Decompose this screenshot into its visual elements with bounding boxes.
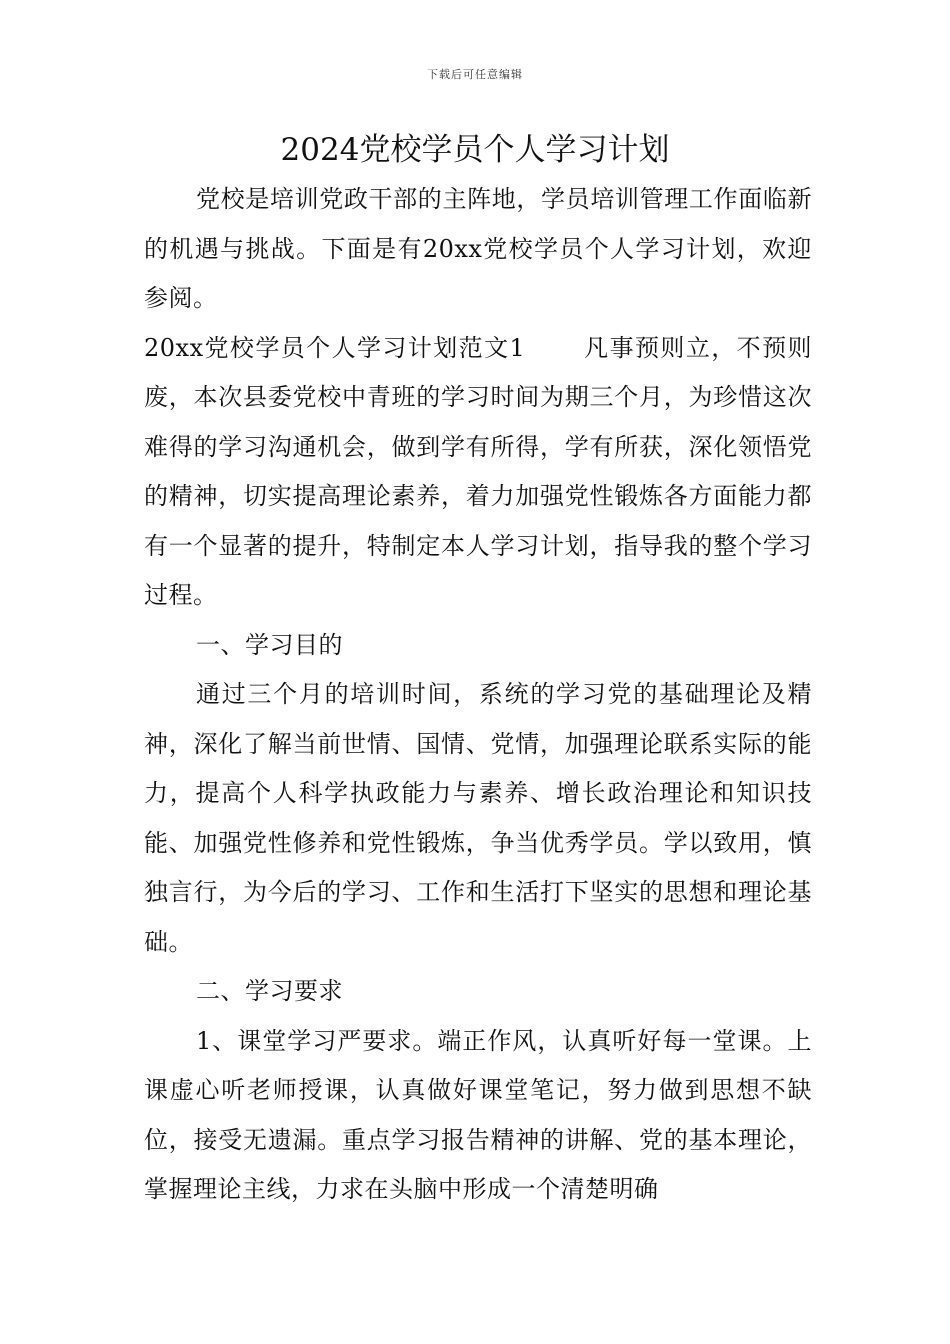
section-heading-purpose: 一、学习目的 (196, 630, 343, 659)
document-title: 2024党校学员个人学习计划 (280, 132, 670, 168)
sample-heading: 20xx党校学员个人学习计划范文1 (144, 333, 526, 362)
purpose-paragraph: 通过三个月的培训时间，系统的学习党的基础理论及精神，深化了解当前世情、国情、党情，加强理论联系实际的能力，提高个人科学执政能力与素养、增长政治理论和知识技能、加强党性修养和党性锻炼，争当优秀学员。学以致用，慎独言行，为今后的学习、工作和生活打下坚实的思想和理论基础。 (144, 680, 812, 956)
requirements-paragraph: 1、课堂学习严要求。端正作风，认真听好每一堂课。上课虚心听老师授课，认真做好课堂笔记，努力做到思想不缺位，接受无遗漏。重点学习报告精神的讲解、党的基本理论，掌握理论主线，力求在头脑中形成一个清楚明确 (144, 1026, 812, 1203)
section-heading-requirements: 二、学习要求 (196, 977, 343, 1005)
intro-paragraph: 党校是培训党政干部的主阵地，学员培训管理工作面临新的机遇与挑战。下面是有20xx党校学员个人学习计划，欢迎参阅。 (144, 185, 812, 312)
document-body (144, 175, 812, 1215)
sample-body: 凡事预则立，不预则废，本次县委党校中青班的学习时间为期三个月，为珍惜这次难得的学习沟通机会，做到学有所得，学有所获，深化领悟党的精神，切实提高理论素养，着力加强党性锻炼各方面能力都有一个显著的提升，特制定本人学习计划，指导我的整个学习过程。 (144, 333, 812, 609)
download-note: 下载后可任意编辑 (427, 68, 523, 81)
sample-paragraph (144, 324, 812, 621)
